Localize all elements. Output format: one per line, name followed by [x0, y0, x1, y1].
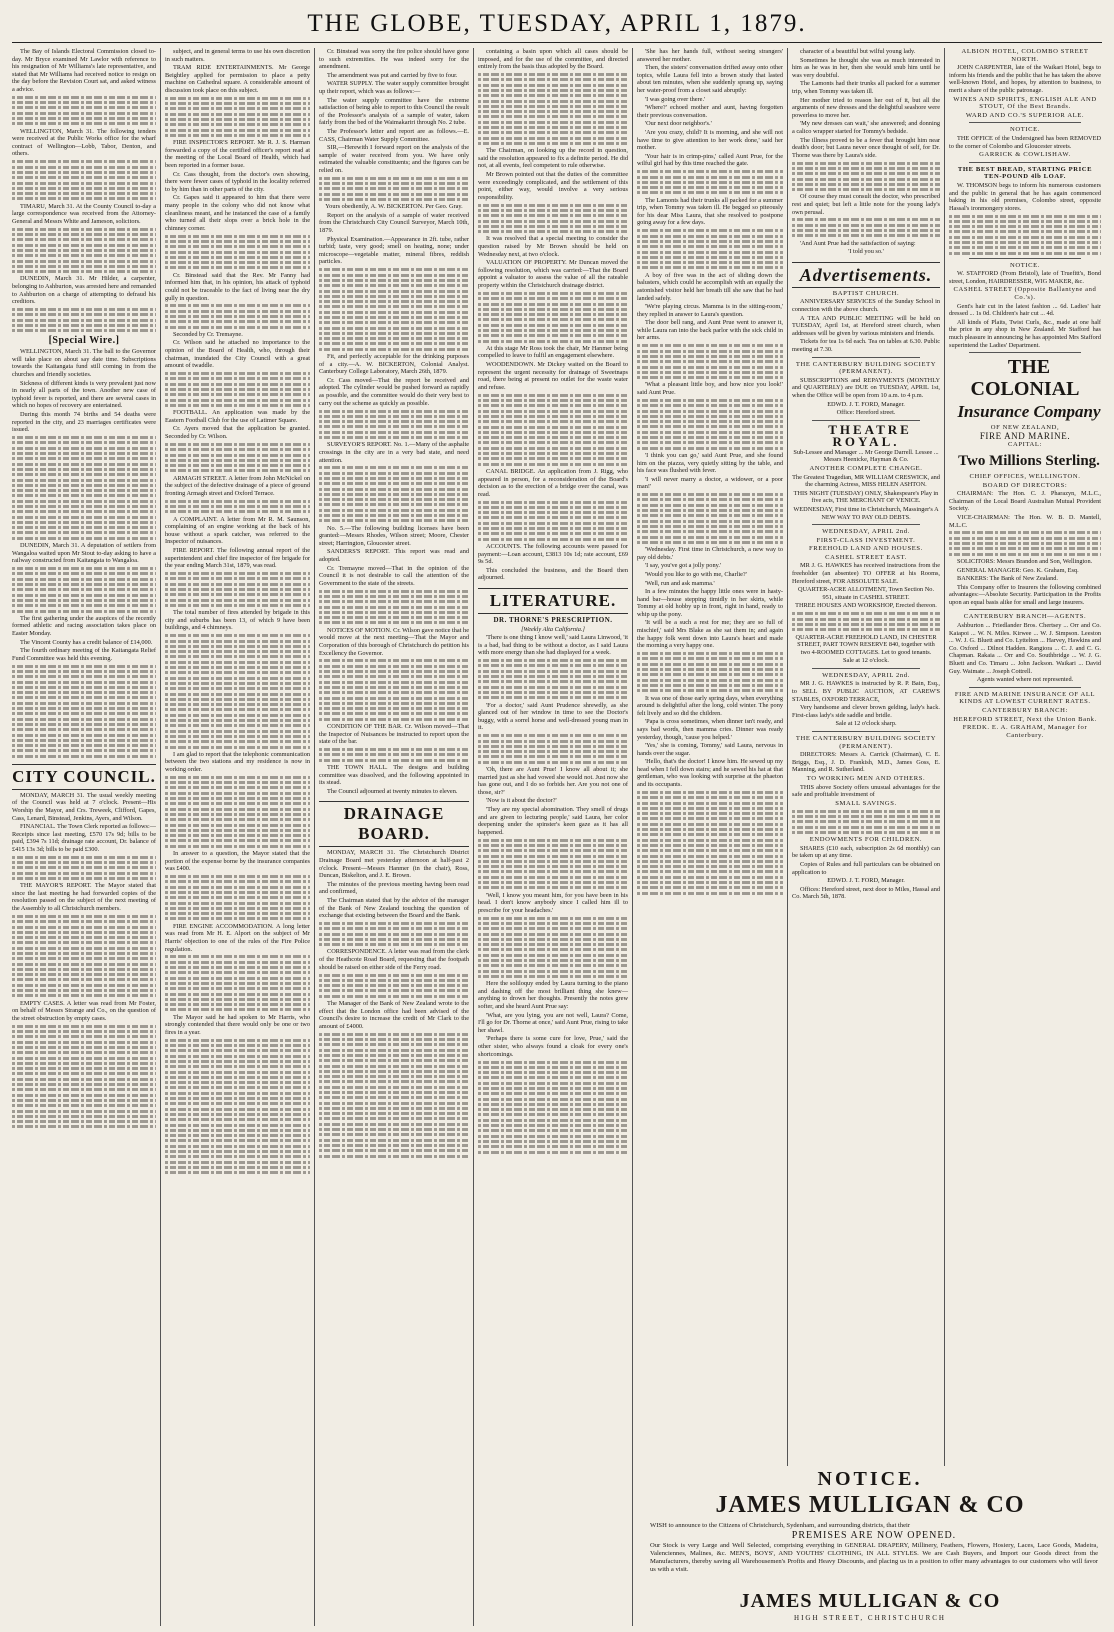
- article-paragraph: A boy of five was in the act of sliding down the balusters, which could he accomplish with an equally the astonished visitor held her breath till she saw that he had landed safely.: [637, 271, 783, 302]
- ad-text: QUARTER-ACRE ALLOTMENT, Town Section No. 951, situate in CASHEL STREET.: [797, 586, 935, 601]
- ad-heading: WEDNESDAY, APRIL 2nd.: [822, 528, 910, 536]
- article-paragraph: DUNEDIN, March 31. A deputation of settlers from Wangaloa waited upon Mr Stout to-day asking to have a railway constructed from Kaitangata to Wangaloa.: [12, 542, 156, 565]
- article-paragraph: TRAM RIDE ENTERTAINMENTS. Mr George Beightley applied for permission to place a petty machine on Cathedral square. A considerable amount of discussion took place on this subject.: [165, 64, 310, 94]
- article-paragraph: Cr. Cass thought, from the doctor's own showing, there were fewer cases of typhoid in the locality referred to by him than in other parts of the city.: [165, 170, 310, 193]
- article-paragraph: Seconded by Cr. Tremayne.: [173, 330, 243, 338]
- article-paragraph: 'Hello, that's the doctor! I know him. He sewed up my head when I fell down stairs; and he sewed his hat at that gentleman, who was looking with surprise at the phaeton and its occupants.: [637, 758, 783, 789]
- article-paragraph: 'And Aunt Prue had the satisfaction of saying:: [800, 239, 916, 247]
- ad-text: DIRECTORS: Messrs A. Carrick (Chairman), C. E. Briggs, Esq., J. D. Frankish, M.D., James Goss, E. Manning, and R. Sutherland.: [792, 751, 940, 774]
- ad-text: W. THOMSON begs to inform his numerous customers and the public in general that he has again commenced baking in his old premises, Colombo street, opposite Hassal's ironmongery stores.: [949, 181, 1101, 212]
- ad-heading: WEDNESDAY, APRIL 2nd.: [822, 671, 910, 679]
- ad-text: VICE-CHAIRMAN: The Hon. W. B. D. Mantell, M.L.C.: [949, 513, 1101, 529]
- ad-heading: THE CANTERBURY BUILDING SOCIETY (PERMANENT).: [795, 735, 937, 750]
- column-6: [792, 48, 940, 1466]
- ad-text: MR J. G. HAWKES is instructed by R. P. Bain, Esq., to SELL BY PUBLIC AUCTION, AT CAREW'S STABLES, OXFORD TERRACE,: [792, 680, 940, 703]
- masthead: [0, 0, 1114, 40]
- article-paragraph: 'I think you can go,' said Aunt Prue, and she found him on the piazza, very quietly sitting by the table, and his face was flushed with fever.: [637, 451, 783, 475]
- article-paragraph: Mr Brown pointed out that the duties of the committee were exceedingly complicated, and the settlement of this point, either way, would involve a very serious responsibility.: [478, 171, 628, 201]
- article-paragraph: 'Perhaps there is some cure for love, Prue,' said the other sister, who always found a cloak for every one's shortcomings.: [478, 1035, 628, 1058]
- ad-heading: OF NEW ZEALAND,: [990, 424, 1060, 432]
- capital-amount: Two Millions Sterling.: [958, 452, 1100, 469]
- premises-line: PREMISES ARE NOW OPENED.: [791, 1530, 957, 1541]
- article-paragraph: It was one of those early spring days, when everything around is delightful after the long, cold winter. The pony felt lively and so did the children.: [637, 694, 783, 717]
- article-paragraph: The Chairman, on looking up the record in question, said the resolution appeared to fix a definite period. He did not, at all events, feel competent to rule otherwise.: [478, 147, 628, 170]
- ad-heading: BOARD OF DIRECTORS:: [982, 481, 1068, 489]
- ad-heading: FIRE AND MARINE.: [979, 430, 1071, 441]
- article-paragraph: The Chairman stated that by the advice of the manager of the Bank of New Zealand touching the question of exchange that existing between the Board and the Bank.: [319, 896, 469, 920]
- article-paragraph: The fourth ordinary meeting of the Kaitangata Relief Fund Committee was held this evening.: [12, 647, 156, 662]
- article-paragraph: 'Where?' echoed mother and aunt, having forgotten their previous conversation.: [637, 104, 783, 119]
- story-source: [Weekly Alta California.]: [521, 625, 585, 633]
- ad-text: SUBSCRIPTIONS and REPAYMENTS (MONTHLY and QUARTERLY) are DUE on TUESDAY, APRIL 1st, when the Office will be open from 10 a.m. to 4 p.m.: [792, 376, 940, 399]
- ad-heading: ALBION HOTEL, COLOMBO STREET NORTH.: [961, 48, 1089, 63]
- article-paragraph: 'Papa is cross sometimes, when dinner isn't ready, and says bad words, then mamma cries. Dinner was ready yesterday, though, 'cause you helped.': [637, 718, 783, 741]
- article-paragraph: 'Would you like to go with me, Charlie?': [645, 570, 747, 578]
- notice-heading: NOTICE.: [817, 1468, 923, 1490]
- article-paragraph: SANDERS'S REPORT. This report was read and adopted.: [319, 548, 469, 564]
- article-paragraph: 'There is one thing I know well,' said Laura Linwood, 'it is a bad, bad thing to be without a doctor, as I said Laura with more energy than she had displayed for a week.: [478, 634, 628, 657]
- article-paragraph: WATER SUPPLY. The water supply committee brought up their report, which was as follows:—: [319, 80, 469, 95]
- article-paragraph: 'Are you crazy, child? It is morning, and she will not have time to give attention to her work done,' said her mother.: [637, 128, 783, 152]
- ad-text: All kinds of Plaits, Twist Curls, &c., made at one half the price in any shop in New Zealand. Mr Stafford has much pleasure in announcing he has appointed Mrs Stafford superintend the Ladies' Department.: [949, 318, 1101, 349]
- firm-name-footer: JAMES MULLIGAN & CO: [739, 1590, 1001, 1612]
- colonial-heading: THE COLONIAL: [970, 356, 1080, 401]
- article-paragraph: CONDITION OF THE BAR. Cr. Wilson moved—That the Inspector of Nuisances be instructed to report upon the state of the bar.: [319, 723, 469, 746]
- article-paragraph: Then, the sisters' conversation drifted away onto other topics, while Laura fell into a brown study that lasted about ten minutes, when she suddenly sprang up, saying her water-proof from a closet said abruptly:: [637, 64, 783, 94]
- article-paragraph: 'Wednesday. First time in Christchurch, a new way to pay old debts.': [637, 546, 783, 561]
- ad-heading: TO WORKING MEN AND OTHERS.: [806, 775, 926, 783]
- article-paragraph: Report on the analysis of a sample of water received from the Christchurch City Council Surveyor, March 10th, 1879.: [319, 211, 469, 235]
- ad-text: SOLICITORS: Messrs Brandon and Son, Wellington.: [957, 557, 1093, 565]
- article-paragraph: 'It will be a such a rest for me; they are so full of mischief,' said Mrs Blake as she sat them in; and again the happy folk went down into Laura's heart and made the morning a very happy one.: [637, 619, 783, 650]
- ad-heading: HEREFORD STREET, Next the Union Bank.: [953, 715, 1097, 723]
- ad-heading: FIRE AND MARINE INSURANCE OF ALL KINDS AT LOWEST CURRENT RATES.: [954, 690, 1096, 706]
- article-paragraph: The Mayor said he had spoken to Mr Harris, who strongly contended that there would only be one or two fires in a year.: [165, 1013, 310, 1036]
- drainage-board-heading: DRAINAGE BOARD.: [319, 801, 469, 847]
- article-paragraph: The Professor's letter and report are as follows.—E. CASS, Chairman Water Supply Committee.: [319, 127, 469, 143]
- ad-text: THREE HOUSES AND WORKSHOP, Erected thereon.: [795, 602, 937, 610]
- article-paragraph: Cr. Gapes said it appeared to him that there were many people in the colony who did not know what cleanliness meant, and he instanced the case of a family who turned all their slops over a brick hole in the chimney corner.: [165, 194, 310, 232]
- article-paragraph: SURVEYOR'S REPORT. No. 1.—Many of the asphalte crossings in the city are in a very bad state, and need attention.: [319, 441, 469, 464]
- article-paragraph: 'What a pleasant little boy, and how nice you look!' said Aunt Prue.: [637, 381, 783, 397]
- ad-text: THIS NIGHT (TUESDAY) ONLY, Shakespeare's Play in five acts, THE MERCHANT OF VENICE.: [793, 489, 939, 505]
- article-paragraph: At this stage Mr Ross took the chair, Mr Hanmer being compelled to leave to fulfil an engagement elsewhere.: [478, 344, 628, 360]
- ad-text: JOHN CARPENTER, late of the Waikari Hotel, begs to inform his friends and the public that he has taken the above well-known Hotel, and hopes, by attention to business, to merit a share of the public patronage.: [949, 64, 1101, 94]
- ad-heading: BAPTIST CHURCH.: [832, 289, 900, 297]
- article-paragraph: 'My new dresses can wait,' she answered; and donning a calico wrapper started for Tommy's bedside.: [792, 120, 940, 135]
- notice-text-line: Our Stock is very Large and Well Selected, comprising everything in GENERAL DRAPERY, Millinery, Feathers, Flowers, Hosiery, Laces, Lace Goods, Madeira, Valenciennes, Malines, &c. MEN'S, BOYS', AND YOUTHS' CLOTHING, IN ALL STYLES.: [650, 1542, 1098, 1557]
- article-paragraph: Cr. Wilson said he attached no importance to the opinion of the Board of Health, who, through their chairman, inundated the City Council with a great amount of twaddle.: [165, 339, 310, 370]
- top-rule: [12, 42, 1102, 43]
- ad-text: MR J. G. HAWKES has received instructions from the freeholder (an absentee) TO OFFER at his Rooms, Hereford street, FOR ABSOLUTE SALE.: [792, 562, 940, 585]
- article-paragraph: Cr. Ayers moved that the application be granted. Seconded by Cr. Wilson.: [165, 425, 310, 441]
- ad-heading: CAPITAL:: [1008, 441, 1042, 449]
- article-paragraph: Physical Examination.—Appearance in 2ft. tube, rather turbid; taste, very good; smell on heating, none; under microscope—vegetable matter, mineral fibres, reddish particles.: [319, 235, 469, 266]
- article-paragraph: 'They are my special abomination. They smell of drugs and are given to lecturing people,' said Laura, her color deepening under the spinster's keen gaze as it has all happened.: [478, 805, 628, 836]
- article-paragraph: Cr. Tremayne moved—That in the opinion of the Council it is not desirable to call the attention of the Government to the state of the streets.: [319, 564, 469, 587]
- firm-address: HIGH STREET, CHRISTCHURCH: [794, 1614, 946, 1622]
- article-paragraph: Fit, and perfectly acceptable for the drinking purposes of a city.—A. W. BICKERTON, Colonial Analyst. Canterbury College Laboratory, March 26th, 1879.: [319, 353, 469, 376]
- article-paragraph: Cr. Binstead said that the Rev. Mr Fanny had informed him that, in his opinion, his attack of typhoid could not be traceable to the fact of living near the dry gully in question.: [165, 271, 310, 302]
- article-paragraph: The illness proved to be a fever that brought him near death's door; but Laura never once thought of self, for Dr. Thorne was there by Laura's side.: [792, 136, 940, 159]
- ad-text: THIS above Society offers unusual advantages for the safe and profitable investment of: [792, 783, 940, 799]
- city-council-heading: CITY COUNCIL.: [12, 764, 156, 790]
- advertisements-heading: Advertisements.: [792, 262, 940, 288]
- article-paragraph: containing a basin upon which all cases should be imposed, and for the use of the committee, and directed entirely from the basis thus adopted by the Board.: [478, 48, 628, 71]
- article-paragraph: 'Well, I know you meant him, for you have been in his head. I don't know anybody since I called him ill to prescribe for your headaches.': [478, 891, 628, 914]
- ad-text: This Company offer to Insurers the following combined advantages:—Absolute Security. Participation in the Profits upon an equal basis alike for small and large insurers.: [949, 583, 1101, 606]
- article-paragraph: THE TOWN HALL. The designs and building committee was dissolved, and the following appointed in its stead.: [319, 763, 469, 787]
- article-paragraph: ACCOUNTS. The following accounts were passed for payment:—Loan account, £3813 10s 1d; rate account, £69 9s 5d.: [478, 542, 628, 566]
- ad-text: Offices: Hereford street, next door to Miles, Hassal and Co. March 5th, 1878.: [792, 885, 940, 901]
- article-paragraph: 'Well, run and ask mamma.': [645, 579, 715, 587]
- article-paragraph: CANAL BRIDGE. An application from J. Rigg, who appeared in person, for a reconsideration of the Board's decision as to the erection of a bridge over the canal, was read.: [478, 467, 628, 498]
- ad-heading: THE BEST BREAD, STARTING PRICE TEN-POUND 4lb LOAF.: [957, 165, 1093, 181]
- signature-line: Yours obediently, A. W. BICKERTON. Per Geo. Gray.: [325, 203, 463, 211]
- article-paragraph: 'Oh, there are Aunt Prue! I know all about it; she married just as she had vowed she would not. Just now she has gone out, and I do so forbids her. Are you not one of those, sir?': [478, 766, 628, 796]
- ad-heading: NOTICE.: [1009, 126, 1041, 134]
- ad-text: QUARTER-ACRE FREEHOLD LAND, IN CHESTER STREET, PART TOWN RESERVE 840, together with two 4-ROOMED COTTAGES. Let to good tenants.: [795, 633, 937, 656]
- article-paragraph: MONDAY, MARCH 31. The Christchurch District Drainage Board met yesterday afternoon at half-past 2 o'clock. Present—Messrs Hanmer (in the chair), Ross, Duncan, Biskelton, and J. E. Brown.: [319, 849, 469, 880]
- column-5: [637, 48, 783, 1466]
- article-paragraph: MONDAY, MARCH 31. The usual weekly meeting of the Council was held at 7 o'clock. Present—His Worship the Mayor, and Crs. Treweek, Clifford, Gapes, Cass, Lenard, Binstead, Jenkins, Ayers, and Wilson.: [12, 791, 156, 822]
- article-paragraph: Cr. Binstead was sorry the fire police should have gone to such extremities. He was indeed sorry for the amendment.: [319, 48, 469, 71]
- ad-heading: FREEHOLD LAND AND HOUSES.: [809, 545, 923, 553]
- ad-text: Sale at 12 o'clock sharp.: [835, 720, 897, 728]
- article-paragraph: The Vincent County has a credit balance of £14,000.: [20, 638, 153, 646]
- insurance-heading: Insurance Company: [957, 402, 1101, 422]
- article-paragraph: DUNEDIN, March 31. Mr Hilder, a carpenter, belonging to Ashburton, was arrested here and remanded to Ashburton on a charge of attempting to defraud his creditors.: [12, 275, 156, 306]
- article-paragraph: FIRE ENGINE ACCOMMODATION. A long letter was read from Mr H. E. Alport on the subject of Mr Harris' objection to one of the rules of the Fire Police regulation.: [165, 922, 310, 953]
- article-paragraph: The Lamonts had their trunks all packed for a summer trip, when Tommy was taken ill.: [792, 80, 940, 95]
- ad-text: The Greatest Tragedian, MR WILLIAM CRESWICK, and the charming Actress, MISS HELEN ASHTON.: [792, 473, 940, 489]
- column-rule: [160, 48, 161, 1626]
- ad-heading: WARD AND CO.'S SUPERIOR ALE.: [965, 111, 1085, 119]
- column-rule: [944, 48, 945, 1466]
- article-paragraph: The Council adjourned at twenty minutes to eleven.: [327, 787, 458, 795]
- ad-heading: THEATRE ROYAL.: [828, 421, 912, 449]
- article-paragraph: 'I told you so.': [848, 248, 884, 256]
- article-paragraph: character of a beautiful but wilful young lady.: [800, 48, 916, 55]
- ad-heading: CHIEF OFFICES, WELLINGTON.: [969, 472, 1081, 480]
- ad-heading: ANOTHER COMPLETE CHANGE.: [809, 464, 923, 472]
- ad-text: Sub-Lessee and Manager ... Mr George Darrell. Lessee ... Messrs Heenicke, Hayman & Co.: [793, 448, 939, 464]
- article-paragraph: FINANCIAL. The Town Clerk reported as follows:—Receipts since last meeting, £570 17s 9d; bills to be paid, £394 7s 11d; drainage rate account, Dr. balance of £415 13s 3d; bills to be paid £300.: [12, 823, 156, 853]
- column-rule: [787, 48, 788, 1466]
- article-paragraph: 'I say, you've got a jolly pony.': [645, 562, 722, 570]
- article-paragraph: VALUATION OF PROPERTY. Mr Duncan moved the following resolution, which was carried:—That the Board appoint a valuator to assess the value of all the rateable property within the Christchurch drainage district.: [478, 259, 628, 290]
- column-1: [12, 48, 156, 1626]
- ad-text: WEDNESDAY, First time in Christchurch, Massinger's A NEW WAY TO PAY OLD DEBTS.: [793, 505, 939, 521]
- ad-heading: FREDK. E. A. GRAHAM, Manager for Canterbury.: [962, 724, 1088, 739]
- article-paragraph: THE MAYOR'S REPORT. The Mayor stated that since the last meeting he had forwarded copies of the resolution passed on the subject of the next meeting of the Assembly to all Christchurch members.: [12, 882, 156, 913]
- article-paragraph: TIMARU, March 31. At the County Council to-day a large correspondence was received from the Attorney-General and Messrs White and Jameson, solicitors.: [12, 202, 156, 225]
- article-paragraph: It was resolved that a special meeting to consider the question raised by Mr Brown should be held on Wednesday next, at two o'clock.: [478, 235, 628, 258]
- column-rule: [314, 48, 315, 1626]
- article-paragraph: I am glad to report that the telephonic communication between the two stations and my residence is now in working order.: [165, 750, 310, 773]
- article-paragraph: 'I was going over there.': [645, 95, 706, 103]
- article-paragraph: 'She has her hands full, without seeing strangers' answered her mother.: [637, 48, 783, 63]
- notice-text-line: WISH to announce to the Citizens of Christchurch, Sydenham, and surrounding districts, that their: [650, 1522, 911, 1529]
- article-paragraph: No. 5.—The following building licenses have been granted:—Messrs Rhodes, Wilson street; Moore, Chester street; Harrington, Gloucester street.: [319, 524, 469, 547]
- article-paragraph: In a few minutes the happy little ones were in hasty-hand bar—house stepping timidly in her skirts, while Tommy at old hobby up in front, right in hand, ready to whip up the pony.: [637, 588, 783, 618]
- article-paragraph: 'Now is it about the doctor?': [486, 797, 557, 805]
- article-paragraph: 'We're playing circus. Mamma is in the sitting-room,' they replied in answer to Laura's question.: [637, 303, 783, 318]
- article-paragraph: The water supply committee have the extreme satisfaction of being able to report to this Council the result of the Professor's analysis of a sample of water, taken fairly from the bed of the Waimakariri through No. 2 tube.: [319, 96, 469, 127]
- column-rule: [632, 48, 633, 1626]
- article-paragraph: The Lamonts had their trunks all packed for a summer trip, when Tommy was taken ill. He begged so piteously for his dear Miss Laura, that she resolved to postpone going away for a few days.: [637, 196, 783, 227]
- ad-heading: GARRICK & COWLISHAW.: [979, 151, 1071, 159]
- article-paragraph: WOODENDOWN. Mr Dickey waited on the Board to represent the urgent necessity for drainage of Sweetnaps road, there being at present no outlet for the waste water and refuse.: [478, 361, 628, 391]
- ad-text: SHARES (£10 each, subscription 2s 6d monthly) can be taken up at any time.: [792, 844, 940, 860]
- article-paragraph: The minutes of the previous meeting having been read and confirmed,: [319, 880, 469, 896]
- ad-text: Gent's hair cut in the latest fashion ... 6d. Ladies' hair dressed ... 1s 0d. Children's hair cut ... 4d.: [949, 302, 1101, 318]
- article-paragraph: 'Yes,' she is coming, Tommy,' said Laura, nervous in hands over the sugar.: [637, 742, 783, 757]
- article-paragraph: 'I will never marry a doctor, a widower, or a poor man!': [637, 475, 783, 491]
- article-paragraph: Sickness of different kinds is very prevalent just now in nearly all parts of the town. Another new case of typhoid fever is reported, and there are several cases in which no hopes of recovery are entertained.: [12, 379, 156, 410]
- ad-text: GENERAL MANAGER: Geo. K. Graham, Esq.: [957, 566, 1079, 574]
- column-rule: [473, 48, 474, 1626]
- article-paragraph: The amendment was put and carried by five to four.: [327, 71, 458, 79]
- article-paragraph: FIRE REPORT. The following annual report of the superintendent and chief fire inspector of fire brigade for the year ending March 31st, 1879, was read.: [165, 547, 310, 570]
- column-7: [949, 48, 1101, 1466]
- firm-name: JAMES MULLIGAN & CO: [715, 1492, 1025, 1518]
- ad-text: BANKERS: The Bank of New Zealand.: [957, 575, 1058, 583]
- article-paragraph: The total number of fires attended by brigade in this city and suburbs has been 13, of which 9 have been buildings, and 4 chimneys.: [165, 609, 310, 632]
- ad-heading: WINES AND SPIRITS, ENGLISH ALE AND STOUT, Of the Best Brands.: [953, 95, 1097, 111]
- article-paragraph: A COMPLAINT. A letter from Mr R. M. Saunson, complaining of an engine working at the back of his house without a spark catcher, was referred to the Inspector of nuisances.: [165, 515, 310, 546]
- column-2: [165, 48, 310, 1626]
- story-title: DR. THORNE'S PRESCRIPTION.: [493, 615, 613, 624]
- article-paragraph: SIR,—Herewith I forward report on the analysis of the sample of water received from you. We have only estimated the valuable constituents; and the figures can be relied on.: [319, 144, 469, 174]
- ad-heading: CASHEL STREET EAST.: [825, 553, 907, 561]
- ad-text: EDWD. J. T. FORD, Manager.: [827, 877, 905, 885]
- article-paragraph: FIRE INSPECTOR'S REPORT. Mr R. J. S. Harman forwarded a copy of the certified officer's report read at the meeting of the Local Board of Health, which had been reported in a former issue.: [165, 139, 310, 170]
- article-paragraph: Cr. Cass moved—That the report be received and adopted. The cylinder would be pushed forward as rapidly as possible, and the committee would do their very best to carry out the scheme as quickly as possible.: [319, 376, 469, 407]
- article-paragraph: The first gathering under the auspices of the recently formed athletic and racing association takes place on Easter Monday.: [12, 614, 156, 637]
- ad-heading: CANTERBURY BRANCH:: [982, 707, 1068, 714]
- article-paragraph: The Manager of the Bank of New Zealand wrote to the effect that the London office had been advised of the Council's desire to increase the credit of Mr Clark to the amount of £4000.: [319, 1000, 469, 1030]
- ad-text: ANNIVERSARY SERVICES of the Sunday School in connection with the above church.: [792, 298, 940, 314]
- ad-text: Office: Hereford street.: [836, 409, 896, 417]
- article-paragraph: NOTICES OF MOTION. Cr. Wilson gave notice that he would move at the next meeting—That the Mayor and Corporation of this borough of Christchurch do petition his Excellency the Governor.: [319, 626, 469, 657]
- ad-text: W. STAFFORD (From Bristol), late of Truefitt's, Bond street, London, HAIRDRESSER, WIG MAKER, &c.: [949, 270, 1101, 285]
- ad-text: EDWD. J. T. FORD, Manager.: [827, 400, 905, 408]
- ad-text: Very handsome and clever brown gelding, lady's hack. First-class lady's side saddle and bridle.: [792, 704, 940, 719]
- article-paragraph: EMPTY CASES. A letter was read from Mr Foster, on behalf of Messrs Strange and Co., on the question of the street obstruction by empty cases.: [12, 999, 156, 1022]
- ad-text: CHAIRMAN: The Hon. C. J. Pharazyn, M.L.C., Chairman of the Local Board Australian Mutual Provident Society.: [949, 490, 1101, 513]
- article-paragraph: ARMAGH STREET. A letter from John McNickel on the subject of the defective drainage of a piece of ground fronting Armagh street and Oxford Terrace.: [165, 474, 310, 497]
- article-paragraph: This concluded the business, and the Board then adjourned.: [478, 566, 628, 582]
- article-paragraph: 'For a doctor,' said Aunt Prudence shrewdly, as she glanced out of her window in time to see the Doctor's buggy, with a sorrel horse and well-dressed young man in it.: [478, 701, 628, 732]
- article-paragraph: During this month 74 births and 54 deaths were reported in the city, and 23 marriages certificates were issued.: [12, 411, 156, 434]
- ad-text: Agents wanted where not represented.: [976, 676, 1074, 684]
- article-paragraph: Her mother tried to reason her out of it, but all the arguments of new dresses and the delightful seashore were powerless to move her.: [792, 96, 940, 119]
- special-wire-heading: [Special Wire.]: [48, 335, 120, 347]
- ad-heading: SMALL SAVINGS.: [835, 799, 897, 807]
- ad-text: Sale at 12 o'clock.: [843, 657, 889, 665]
- article-paragraph: Here the soliloquy ended by Laura turning to the piano and dashing off the most brilliant thing she knew—anything to drown her thoughts. Presently the notes grew softer, and she heard Aunt Prue say:: [478, 980, 628, 1011]
- notice-text-line: We are Cash Buyers, and Import our Goods direct from the Manufacturers, thereby saving all Warehousemen's Profits and Heavy Discounts, and placing us in a position to offer many advantages to our customers who will favor us with a visit.: [650, 1550, 1099, 1573]
- article-paragraph: FOOTBALL. An application was made by the Eastern Football Club for the use of Latimer Square.: [165, 409, 310, 424]
- ad-heading: FIRST-CLASS INVESTMENT.: [816, 536, 916, 544]
- ad-text: Ashburton ... Friedlander Bros. Chertsey ... Orr and Co. Kaiapoi ... W. N. Miles. Kirwee ... W. J. Simpson. Leeston ... W. J. G. Bluett and Co. Lyttelton ... Harvey, Hawkins and Co. Oxford ... Dilnot Hadden. Rangiora ... C. J. and C. G. Chapman. Rakaia ... Orr and Co. Southbridge ... W. J. G. Bluett and Co. Timaru ... John Jackson. Waikari ... David Guy. Waimate ... Joseph Cottrell.: [949, 622, 1101, 675]
- ad-heading: THE CANTERBURY BUILDING SOCIETY (PERMANENT).: [795, 360, 937, 376]
- article-paragraph: The door bell rang, and Aunt Prue went to answer it, while Laura ran into the back parlor with the sick child in her arms.: [637, 319, 783, 342]
- ad-text: Tickets for tea 1s 6d each. Tea on tables at 6.30. Public meeting at 7.30.: [792, 338, 940, 353]
- article-paragraph: CORRESPONDENCE. A letter was read from the clerk of the Heathcote Road Board, requesting that the footpath should be raised on either side of the Ferry road.: [319, 948, 469, 971]
- article-paragraph: In answer to a question, the Mayor stated that the portion of the expense borne by the insurance companies was £400.: [165, 850, 310, 873]
- article-paragraph: 'What, are you lying, you are not well, Laura? Come, I'll go for Dr. Thorne at once,' said Aunt Prue, rising to take her shawl.: [478, 1011, 628, 1034]
- article-paragraph: subject, and in general terms to use his own discretion in such matters.: [165, 48, 310, 63]
- newspaper-title: THE GLOBE, TUESDAY, APRIL 1, 1879.: [307, 10, 807, 37]
- ad-heading: CASHEL STREET (Opposite Ballantyne and Co.'s).: [953, 286, 1097, 302]
- literature-heading: LITERATURE.: [478, 588, 628, 614]
- ad-heading: NOTICE.: [1009, 261, 1041, 269]
- article-paragraph: 'Our next door neighbor's.': [645, 120, 712, 128]
- column-3: [319, 48, 469, 1626]
- ad-text: Copies of Rules and full particulars can be obtained on application to: [792, 860, 940, 876]
- article-paragraph: The Bay of Islands Electoral Commission closed to-day. Mr Bryce examined Mr Lawlor with reference to his resignation of Mr Williams's late representative, and stated that Mr Williams had received notice to resign on the day before the Revision Court sat, and asked witness a advice.: [12, 48, 156, 93]
- article-paragraph: WELLINGTON, March 31. The following tenders were received at the Public Works office for the wharf contract of Wellington—Lobb, Tabor, Denton, and others.: [12, 127, 156, 158]
- ad-heading: ENDOWMENTS FOR CHILDREN.: [809, 836, 923, 844]
- ad-text: A TEA AND PUBLIC MEETING will be held on TUESDAY, April 1st, at Hereford street church, when addresses will be given by various ministers and friends.: [792, 314, 940, 337]
- ad-heading: CANTERBURY BRANCH—AGENTS.: [963, 613, 1087, 621]
- article-paragraph: Of course they must consult the doctor, who prescribed rest and quiet; but left a little note for the young lady's own perusal.: [792, 193, 940, 216]
- article-paragraph: WELLINGTON, March 31. The ball to the Governor will take place on about say date time. Subscriptions towards the Kaitangata fund still coming in from the churches and friendly societies.: [12, 348, 156, 379]
- article-paragraph: Sometimes he thought she was as much interested in him as he was in her, then she would snub him until he was very doubtful.: [792, 56, 940, 79]
- column-4: [478, 48, 628, 1626]
- ad-text: THE OFFICE of the Undersigned has been REMOVED to the corner of Colombo and Gloucester streets.: [949, 134, 1101, 150]
- notice-text: [646, 1522, 1102, 1574]
- article-paragraph: 'Your hair is in crimp-pins,' called Aunt Prue, for the wilful girl had by this time reached the gate.: [637, 152, 783, 168]
